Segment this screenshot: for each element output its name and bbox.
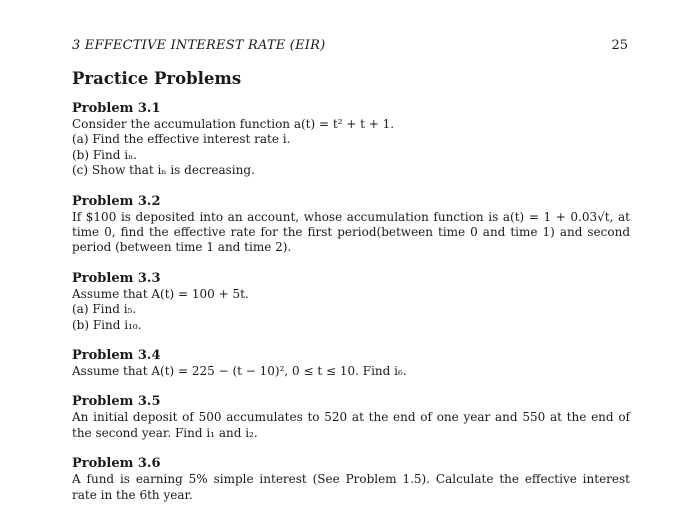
problem-text: A fund is earning 5% simple interest (See Problem 1.5). Calculate the effective interest rate in the 6th year. xyxy=(72,472,630,502)
page-number: 25 xyxy=(611,38,628,53)
problem-text-line: (b) Find i₁₀. xyxy=(72,317,142,332)
problem-text-line: Assume that A(t) = 100 + 5t. xyxy=(72,286,249,301)
problem-3-3 xyxy=(72,271,630,333)
problem-text-line: (b) Find iₙ. xyxy=(72,147,138,162)
problem-3-4 xyxy=(72,348,630,379)
problem-heading: Problem 3.6 xyxy=(72,456,161,472)
section-title: Practice Problems xyxy=(72,69,242,88)
problem-3-2 xyxy=(72,194,630,256)
problem-heading: Problem 3.3 xyxy=(72,270,161,286)
problem-heading: Problem 3.4 xyxy=(72,348,161,364)
problem-3-5 xyxy=(72,394,630,441)
problem-heading: Problem 3.1 xyxy=(72,101,161,116)
problem-text-line: (a) Find i₅. xyxy=(72,302,137,317)
running-header-title: 3 EFFECTIVE INTEREST RATE (EIR) xyxy=(72,38,326,53)
problem-text: If $100 is deposited into an account, whose accumulation function is a(t) = 1 + 0.03√t, at time 0, find the effective rate for the first period(between time 0 and time 1) and second period (between time 1 and time 2). xyxy=(72,209,630,255)
problem-heading: Problem 3.5 xyxy=(72,394,161,410)
problem-3-6 xyxy=(72,456,630,503)
problem-text-line: (a) Find the effective interest rate i. xyxy=(72,132,291,147)
problem-text: An initial deposit of 500 accumulates to 520 at the end of one year and 550 at the end of the second year. Find i₁ and i₂. xyxy=(72,410,630,440)
problem-3-1 xyxy=(72,101,630,179)
problem-heading: Problem 3.2 xyxy=(72,193,161,209)
problem-text-line: Assume that A(t) = 225 − (t − 10)², 0 ≤ t ≤ 10. Find i₆. xyxy=(72,364,407,379)
problem-list xyxy=(72,101,630,503)
problem-text-line: Consider the accumulation function a(t) = t² + t + 1. xyxy=(72,117,395,131)
problem-text-line: (c) Show that iₙ is decreasing. xyxy=(72,163,255,178)
